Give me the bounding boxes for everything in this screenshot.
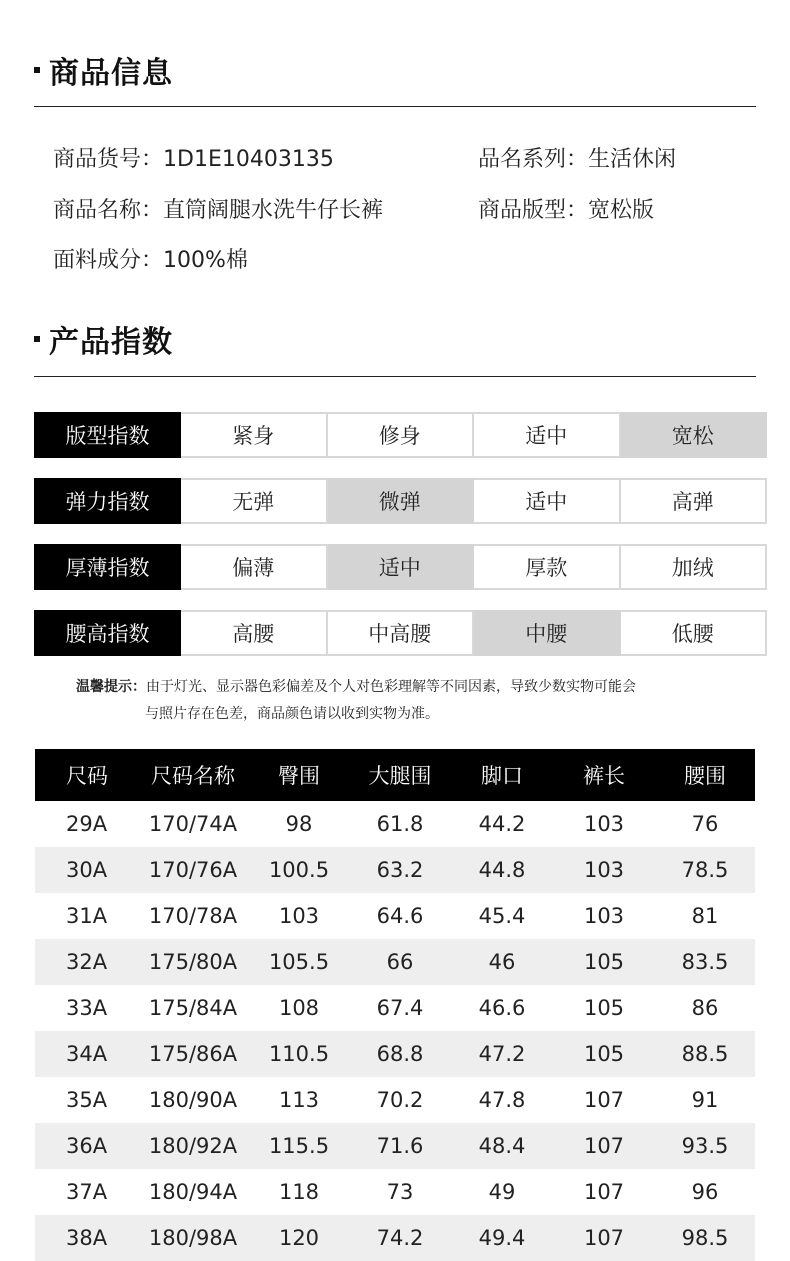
info-value: 直筒阔腿水洗牛仔长裤	[163, 198, 384, 223]
index-option: 高弹	[621, 478, 768, 524]
size-table	[35, 749, 755, 1261]
table-cell: 105	[553, 939, 655, 985]
table-cell: 66	[349, 939, 451, 985]
index-row-elasticity	[34, 478, 767, 524]
table-cell: 68.8	[349, 1031, 451, 1077]
table-cell: 46	[451, 939, 553, 985]
table-cell: 98.5	[655, 1215, 755, 1261]
info-item-name	[53, 193, 383, 224]
column-header: 脚口	[451, 749, 553, 801]
table-cell: 170/74A	[148, 812, 238, 836]
column-header: 大腿围	[349, 749, 451, 801]
index-option: 宽松	[621, 412, 768, 458]
table-cell: 107	[583, 1180, 625, 1204]
table-cell: 180/92A	[137, 1123, 249, 1169]
column-header: 尺码	[35, 749, 137, 801]
info-item-code	[53, 142, 334, 173]
size-table-body	[35, 801, 755, 1261]
bullet-square-icon	[34, 336, 40, 342]
table-cell: 175/80A	[137, 939, 249, 985]
table-cell: 180/90A	[148, 1088, 238, 1112]
table-cell: 38A	[35, 1215, 137, 1261]
table-cell: 44.8	[451, 847, 553, 893]
info-label: 商品名称：	[53, 198, 164, 223]
table-cell: 103	[553, 847, 655, 893]
table-cell: 47.8	[478, 1088, 526, 1112]
notice-label: 温馨提示：	[76, 679, 146, 695]
table-cell: 100.5	[249, 847, 349, 893]
column-header: 裤长	[553, 749, 655, 801]
table-cell: 81	[691, 904, 719, 928]
table-cell: 91	[691, 1088, 719, 1112]
index-option: 中腰	[474, 610, 621, 656]
divider	[34, 376, 756, 377]
table-cell: 35A	[66, 1088, 108, 1112]
notice-text-2: 与照片存在色差，商品颜色请以收到实物为准。	[145, 706, 439, 722]
table-cell: 37A	[66, 1180, 108, 1204]
table-cell: 67.4	[376, 996, 424, 1020]
table-cell: 103	[583, 812, 625, 836]
index-label: 腰高指数	[34, 610, 181, 656]
index-option: 无弹	[181, 478, 328, 524]
index-option: 加绒	[621, 544, 768, 590]
product-info-title-text: 商品信息	[49, 56, 173, 91]
table-cell: 118	[278, 1180, 320, 1204]
table-cell: 107	[553, 1215, 655, 1261]
info-value: 100%棉	[163, 248, 248, 273]
index-option: 厚款	[474, 544, 621, 590]
table-cell: 45.4	[478, 904, 526, 928]
index-option: 适中	[328, 544, 475, 590]
table-row	[35, 893, 755, 939]
table-cell: 32A	[35, 939, 137, 985]
index-option: 适中	[474, 478, 621, 524]
product-index-title-text: 产品指数	[49, 325, 173, 360]
table-row	[35, 1077, 755, 1123]
table-cell: 30A	[35, 847, 137, 893]
table-row	[35, 939, 755, 985]
index-option: 紧身	[181, 412, 328, 458]
index-option: 微弹	[328, 478, 475, 524]
table-cell: 180/98A	[137, 1215, 249, 1261]
info-value: 1D1E10403135	[163, 147, 334, 172]
notice-line-2	[145, 703, 439, 723]
table-cell: 113	[278, 1088, 320, 1112]
table-cell: 107	[583, 1088, 625, 1112]
info-label: 面料成分：	[53, 248, 164, 273]
info-label: 品名系列：	[478, 147, 589, 172]
table-cell: 88.5	[655, 1031, 755, 1077]
table-cell: 105	[583, 996, 625, 1020]
bullet-square-icon	[34, 67, 40, 73]
table-cell: 175/86A	[137, 1031, 249, 1077]
notice-line-1	[76, 676, 636, 696]
table-cell: 83.5	[655, 939, 755, 985]
table-cell: 49	[488, 1180, 516, 1204]
index-label: 版型指数	[34, 412, 181, 458]
table-cell: 103	[583, 904, 625, 928]
table-cell: 115.5	[249, 1123, 349, 1169]
table-cell: 105.5	[249, 939, 349, 985]
index-option: 中高腰	[328, 610, 475, 656]
table-cell: 49.4	[451, 1215, 553, 1261]
index-row-fit	[34, 412, 767, 458]
info-label: 商品版型：	[478, 198, 589, 223]
table-cell: 170/76A	[137, 847, 249, 893]
table-cell: 170/78A	[148, 904, 238, 928]
table-cell: 70.2	[376, 1088, 424, 1112]
table-row	[35, 1215, 755, 1261]
table-cell: 71.6	[349, 1123, 451, 1169]
info-value: 宽松版	[588, 198, 655, 223]
product-info-title	[34, 48, 173, 92]
divider	[34, 106, 756, 107]
table-cell: 44.2	[478, 812, 526, 836]
table-cell: 108	[278, 996, 320, 1020]
table-cell: 73	[386, 1180, 414, 1204]
table-cell: 78.5	[655, 847, 755, 893]
table-cell: 103	[278, 904, 320, 928]
table-cell: 180/94A	[148, 1180, 238, 1204]
table-cell: 48.4	[451, 1123, 553, 1169]
table-cell: 86	[691, 996, 719, 1020]
column-header: 尺码名称	[137, 749, 249, 801]
index-option: 偏薄	[181, 544, 328, 590]
table-row	[35, 847, 755, 893]
table-cell: 120	[249, 1215, 349, 1261]
table-cell: 61.8	[376, 812, 424, 836]
info-item-series	[478, 142, 676, 173]
info-label: 商品货号：	[53, 147, 164, 172]
table-cell: 36A	[35, 1123, 137, 1169]
table-row	[35, 1123, 755, 1169]
info-value: 生活休闲	[588, 147, 677, 172]
table-cell: 93.5	[655, 1123, 755, 1169]
index-option: 高腰	[181, 610, 328, 656]
size-table-header	[35, 749, 755, 801]
table-cell: 47.2	[451, 1031, 553, 1077]
index-label: 厚薄指数	[34, 544, 181, 590]
product-index-title	[34, 317, 173, 361]
table-cell: 29A	[66, 812, 108, 836]
table-cell: 74.2	[349, 1215, 451, 1261]
table-cell: 98	[285, 812, 313, 836]
table-cell: 76	[691, 812, 719, 836]
table-cell: 110.5	[249, 1031, 349, 1077]
index-row-thickness	[34, 544, 767, 590]
table-cell: 34A	[35, 1031, 137, 1077]
table-cell: 31A	[66, 904, 108, 928]
table-cell: 96	[691, 1180, 719, 1204]
index-option: 低腰	[621, 610, 768, 656]
info-item-fabric	[53, 243, 248, 274]
column-header: 腰围	[655, 749, 755, 801]
column-header: 臀围	[249, 749, 349, 801]
table-cell: 64.6	[376, 904, 424, 928]
index-label: 弹力指数	[34, 478, 181, 524]
table-cell: 107	[553, 1123, 655, 1169]
table-cell: 46.6	[478, 996, 526, 1020]
table-cell: 33A	[66, 996, 108, 1020]
table-row	[35, 1169, 755, 1215]
index-option: 适中	[474, 412, 621, 458]
notice-text-1: 由于灯光、显示器色彩偏差及个人对色彩理解等不同因素，导致少数实物可能会	[146, 679, 636, 695]
table-cell: 63.2	[349, 847, 451, 893]
table-row	[35, 985, 755, 1031]
info-item-fit	[478, 193, 654, 224]
index-option: 修身	[328, 412, 475, 458]
table-cell: 105	[553, 1031, 655, 1077]
table-cell: 175/84A	[148, 996, 238, 1020]
index-row-waist	[34, 610, 767, 656]
table-row	[35, 801, 755, 847]
table-row	[35, 1031, 755, 1077]
